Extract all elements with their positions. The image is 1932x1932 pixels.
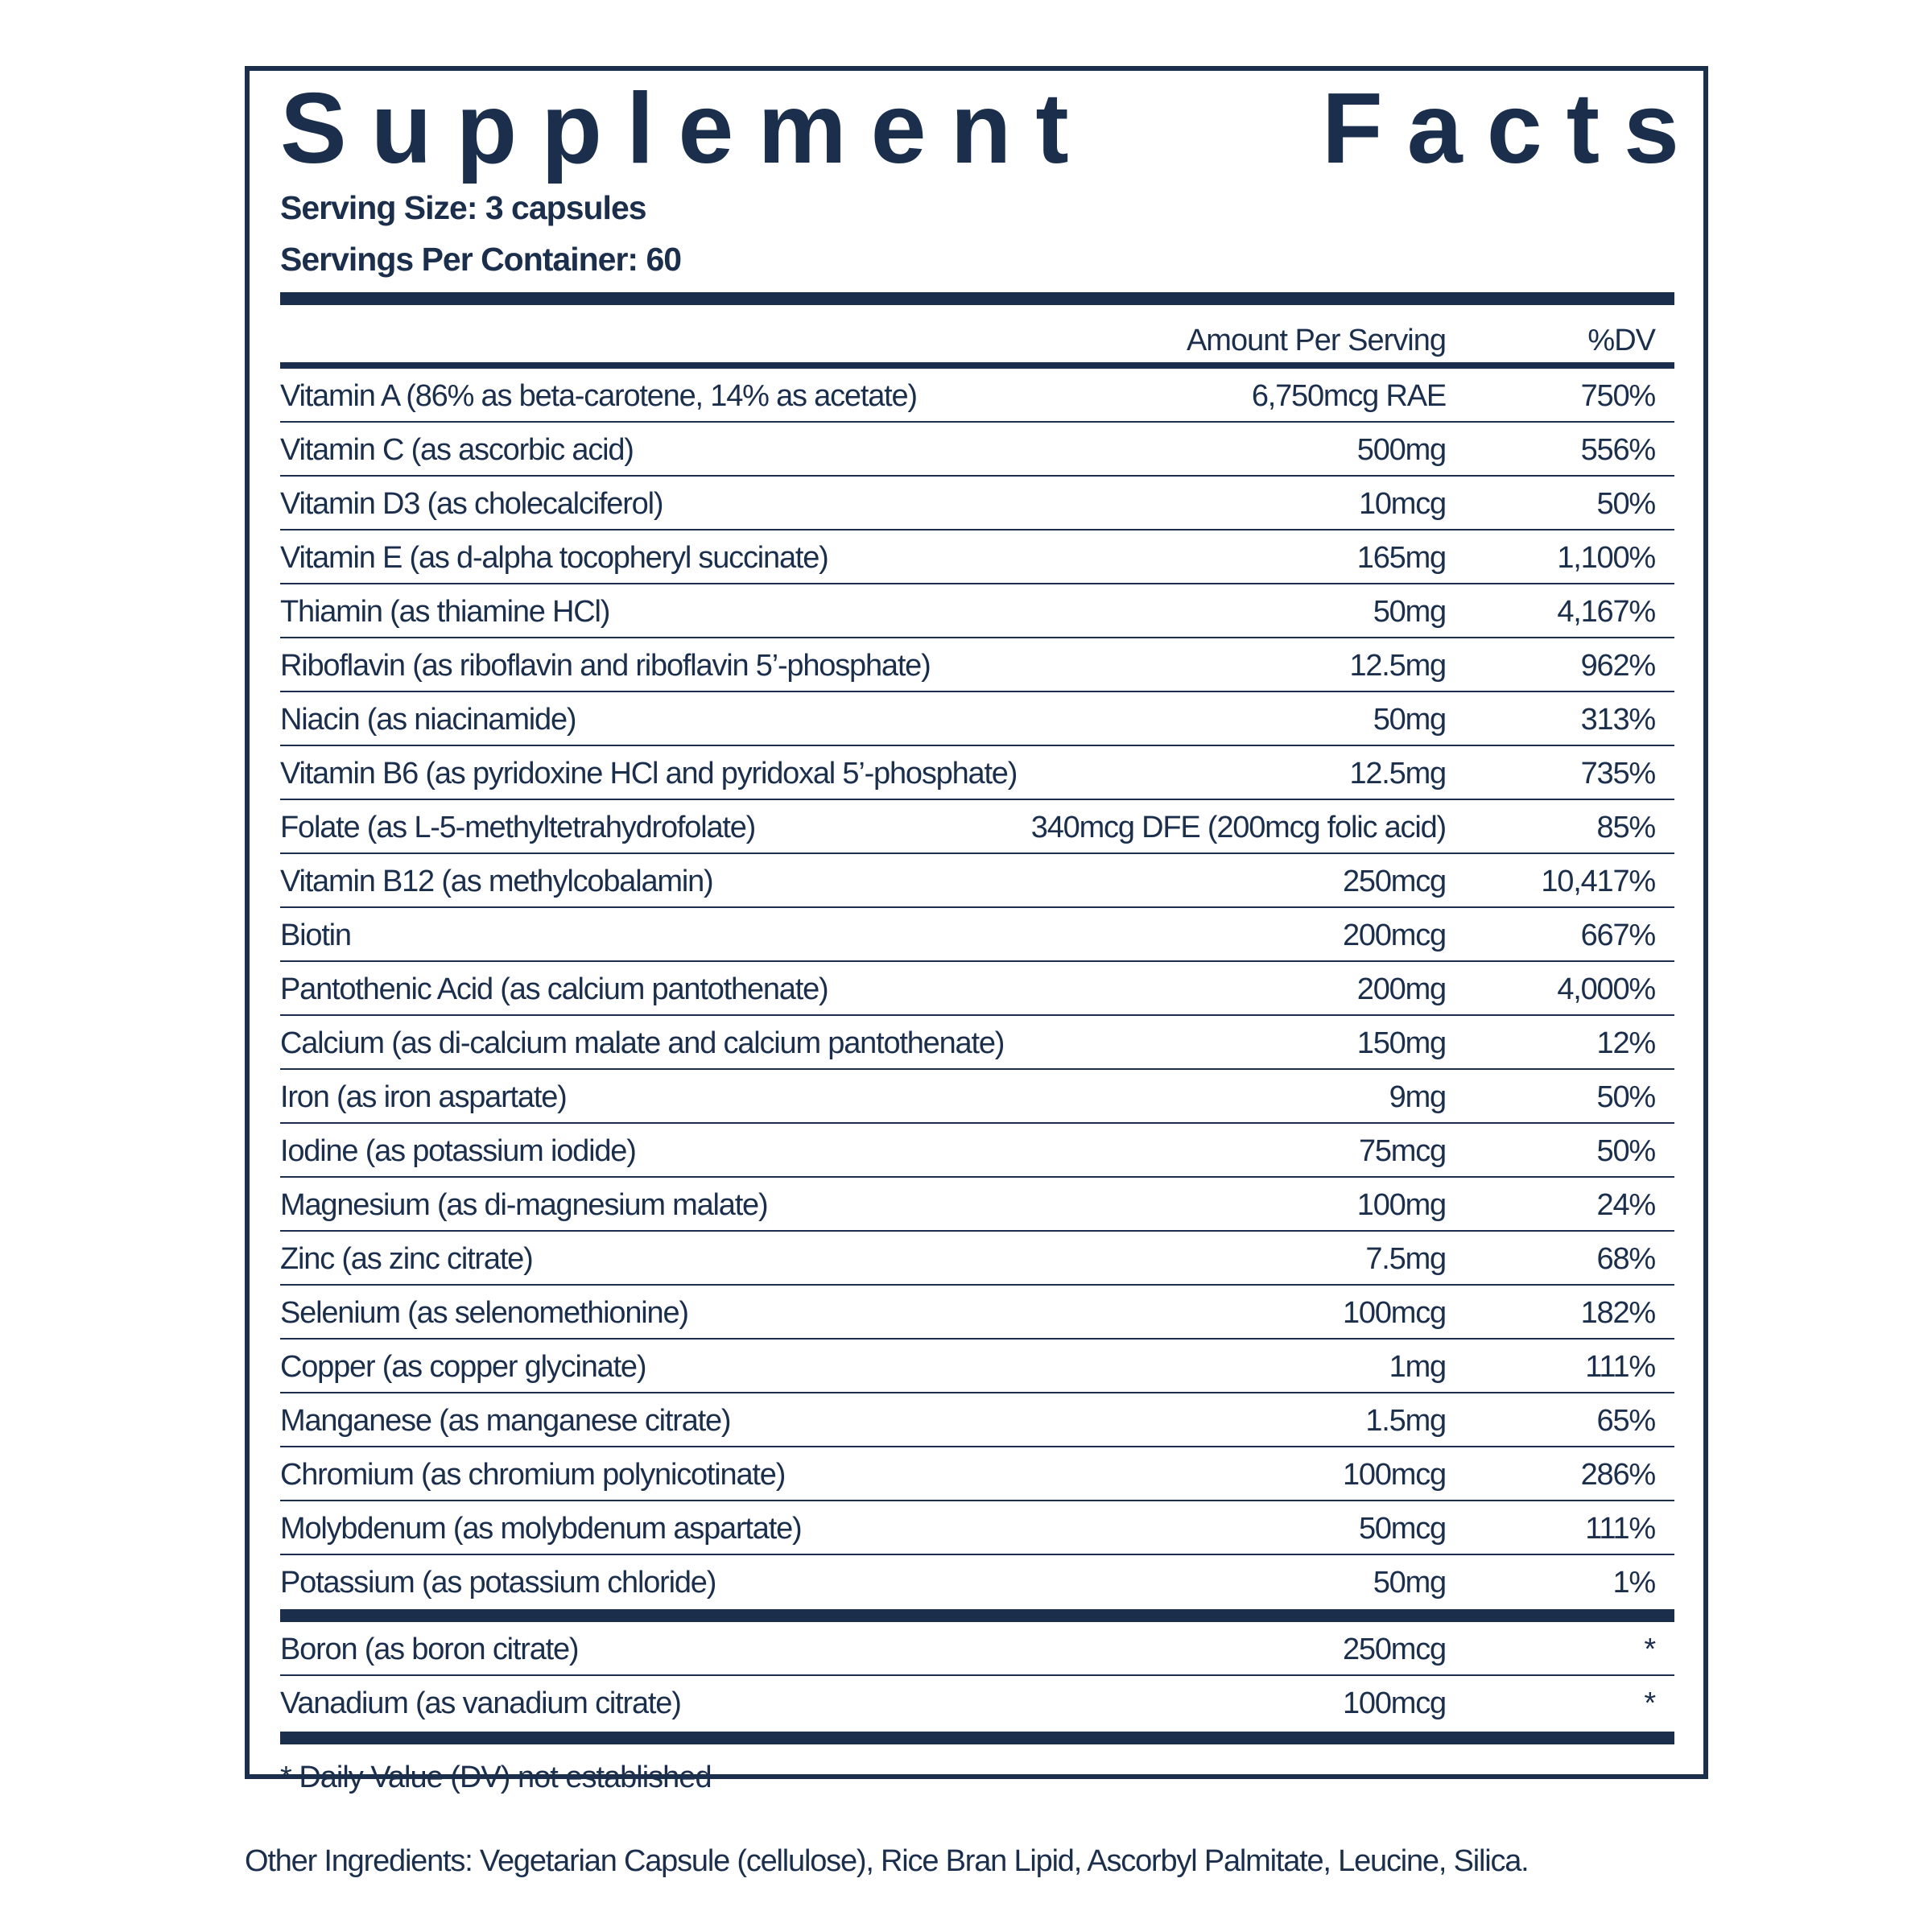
nutrient-dv: 286% [1580, 1458, 1655, 1492]
nutrient-dv: 50% [1596, 487, 1655, 521]
nutrient-name: Biotin [280, 919, 351, 952]
title-letter: e [678, 73, 734, 184]
nutrient-dv: 1% [1612, 1566, 1655, 1600]
nutrient-amount: 340mcg DFE (200mcg folic acid) [1030, 811, 1446, 844]
nutrient-dv: 111% [1585, 1512, 1655, 1546]
nutrient-amount: 200mcg [1343, 919, 1446, 952]
nutrient-dv: 65% [1596, 1404, 1655, 1438]
nutrient-name: Vitamin E (as d-alpha tocopheryl succinate) [280, 541, 828, 575]
title-letter: F [1322, 73, 1383, 184]
title-letter: u [370, 73, 432, 184]
other-nutrient-row [280, 1622, 1674, 1676]
nutrient-dv: 24% [1596, 1188, 1655, 1222]
nutrient-name: Vanadium (as vanadium citrate) [280, 1686, 681, 1720]
nutrient-dv: * [1644, 1686, 1655, 1720]
nutrient-name: Vitamin A (86% as beta-carotene, 14% as acetate) [280, 379, 917, 413]
nutrient-name: Copper (as copper glycinate) [280, 1350, 646, 1384]
nutrient-row [280, 1286, 1674, 1340]
nutrient-amount: 50mg [1373, 595, 1446, 629]
nutrient-amount: 10mcg [1358, 487, 1446, 521]
nutrient-name: Vitamin B6 (as pyridoxine HCl and pyridoxal 5’-phosphate) [280, 757, 1018, 791]
nutrient-amount: 1mg [1389, 1350, 1446, 1384]
nutrient-dv: 111% [1585, 1350, 1655, 1384]
nutrient-row [280, 638, 1674, 692]
nutrient-amount: 1.5mg [1365, 1404, 1446, 1438]
nutrient-name: Vitamin D3 (as cholecalciferol) [280, 487, 663, 521]
nutrient-row [280, 854, 1674, 908]
title-letter: m [758, 73, 847, 184]
nutrient-dv: 4,167% [1557, 595, 1655, 629]
nutrient-row [280, 692, 1674, 746]
nutrient-name: Folate (as L-5-methyltetrahydrofolate) [280, 811, 756, 844]
nutrient-amount: 200mg [1356, 972, 1446, 1006]
title-word-facts [1322, 73, 1679, 184]
title-letter: p [541, 73, 602, 184]
nutrient-amount: 50mg [1373, 703, 1446, 737]
nutrient-amount: 150mg [1356, 1026, 1446, 1060]
nutrient-amount: 100mg [1356, 1188, 1446, 1222]
other-nutrient-table [280, 1622, 1674, 1730]
amount-column-header: Amount Per Serving [1186, 324, 1446, 357]
nutrient-row [280, 477, 1674, 530]
title-letter: s [1624, 73, 1679, 184]
nutrient-amount: 50mcg [1358, 1512, 1446, 1546]
nutrient-row [280, 908, 1674, 962]
nutrient-dv: 1,100% [1557, 541, 1655, 575]
nutrient-name: Iron (as iron aspartate) [280, 1080, 567, 1114]
nutrient-row [280, 1393, 1674, 1447]
footnote: * Daily Value (DV) not established [280, 1761, 712, 1794]
nutrient-name: Chromium (as chromium polynicotinate) [280, 1458, 786, 1492]
nutrient-amount: 100mcg [1343, 1686, 1446, 1720]
nutrient-name: Niacin (as niacinamide) [280, 703, 576, 737]
title-letter: p [456, 73, 518, 184]
nutrient-name: Pantothenic Acid (as calcium pantothenate) [280, 972, 828, 1006]
nutrient-table [280, 369, 1674, 1609]
nutrient-row [280, 369, 1674, 423]
nutrient-dv: 962% [1580, 649, 1655, 683]
nutrient-row [280, 1501, 1674, 1555]
other-nutrient-row [280, 1676, 1674, 1730]
nutrient-row [280, 1070, 1674, 1124]
title-letter: l [625, 73, 654, 184]
nutrient-name: Magnesium (as di-magnesium malate) [280, 1188, 768, 1222]
servings-per-container: Servings Per Container: 60 [280, 241, 682, 278]
title-letter: c [1486, 73, 1542, 184]
nutrient-name: Molybdenum (as molybdenum aspartate) [280, 1512, 802, 1546]
nutrient-amount: 50mg [1373, 1566, 1446, 1600]
nutrient-row [280, 423, 1674, 477]
header-divider [280, 362, 1674, 369]
nutrient-row [280, 584, 1674, 638]
section-divider-middle [280, 1609, 1674, 1622]
panel-title [280, 73, 1679, 184]
nutrient-amount: 9mg [1389, 1080, 1446, 1114]
section-divider-bottom [280, 1732, 1674, 1744]
nutrient-row [280, 800, 1674, 854]
nutrient-amount: 12.5mg [1349, 757, 1446, 791]
nutrient-amount: 100mcg [1343, 1296, 1446, 1330]
nutrient-row [280, 1555, 1674, 1609]
nutrient-dv: 556% [1580, 433, 1655, 467]
nutrient-dv: 50% [1596, 1080, 1655, 1114]
nutrient-amount: 250mcg [1343, 1633, 1446, 1666]
nutrient-amount: 12.5mg [1349, 649, 1446, 683]
nutrient-amount: 100mcg [1343, 1458, 1446, 1492]
nutrient-row [280, 1232, 1674, 1286]
nutrient-name: Boron (as boron citrate) [280, 1633, 579, 1666]
nutrient-row [280, 1016, 1674, 1070]
nutrient-dv: 182% [1580, 1296, 1655, 1330]
nutrient-name: Potassium (as potassium chloride) [280, 1566, 716, 1600]
nutrient-name: Iodine (as potassium iodide) [280, 1134, 636, 1168]
nutrient-amount: 6,750mcg RAE [1251, 379, 1446, 413]
title-letter: t [1035, 73, 1069, 184]
nutrient-row [280, 1447, 1674, 1501]
nutrient-name: Vitamin B12 (as methylcobalamin) [280, 865, 713, 898]
nutrient-dv: 4,000% [1557, 972, 1655, 1006]
nutrient-name: Thiamin (as thiamine HCl) [280, 595, 610, 629]
nutrient-dv: 750% [1580, 379, 1655, 413]
nutrient-row [280, 1124, 1674, 1178]
title-word-supplement [280, 73, 1069, 184]
nutrient-name: Zinc (as zinc citrate) [280, 1242, 533, 1276]
nutrient-row [280, 530, 1674, 584]
title-letter: S [280, 73, 347, 184]
title-letter: t [1566, 73, 1600, 184]
nutrient-dv: 68% [1596, 1242, 1655, 1276]
nutrient-dv: 735% [1580, 757, 1655, 791]
nutrient-dv: 50% [1596, 1134, 1655, 1168]
section-divider-top [280, 292, 1674, 305]
nutrient-name: Calcium (as di-calcium malate and calcium pantothenate) [280, 1026, 1005, 1060]
nutrient-name: Manganese (as manganese citrate) [280, 1404, 731, 1438]
title-letter: n [950, 73, 1012, 184]
nutrient-amount: 75mcg [1358, 1134, 1446, 1168]
nutrient-row [280, 1178, 1674, 1232]
nutrient-name: Vitamin C (as ascorbic acid) [280, 433, 634, 467]
title-letter: a [1406, 73, 1463, 184]
nutrient-dv: 10,417% [1541, 865, 1655, 898]
nutrient-amount: 250mcg [1343, 865, 1446, 898]
nutrient-amount: 165mg [1356, 541, 1446, 575]
nutrient-dv: 85% [1596, 811, 1655, 844]
nutrient-amount: 7.5mg [1365, 1242, 1446, 1276]
nutrient-row [280, 1340, 1674, 1393]
title-letter: e [870, 73, 927, 184]
nutrient-name: Riboflavin (as riboflavin and riboflavin 5’-phosphate) [280, 649, 931, 683]
supplement-facts-panel [245, 66, 1708, 1794]
nutrient-dv: 313% [1580, 703, 1655, 737]
serving-size: Serving Size: 3 capsules [280, 189, 646, 226]
nutrient-dv: * [1644, 1633, 1655, 1666]
dv-column-header: %DV [1587, 324, 1655, 357]
nutrient-dv: 667% [1580, 919, 1655, 952]
nutrient-name: Selenium (as selenomethionine) [280, 1296, 688, 1330]
nutrient-amount: 500mg [1356, 433, 1446, 467]
nutrient-row [280, 962, 1674, 1016]
other-ingredients: Other Ingredients: Vegetarian Capsule (cellulose), Rice Bran Lipid, Ascorbyl Palmitate, Leucine, Silica. [245, 1844, 1529, 1878]
nutrient-row [280, 746, 1674, 800]
nutrient-dv: 12% [1596, 1026, 1655, 1060]
